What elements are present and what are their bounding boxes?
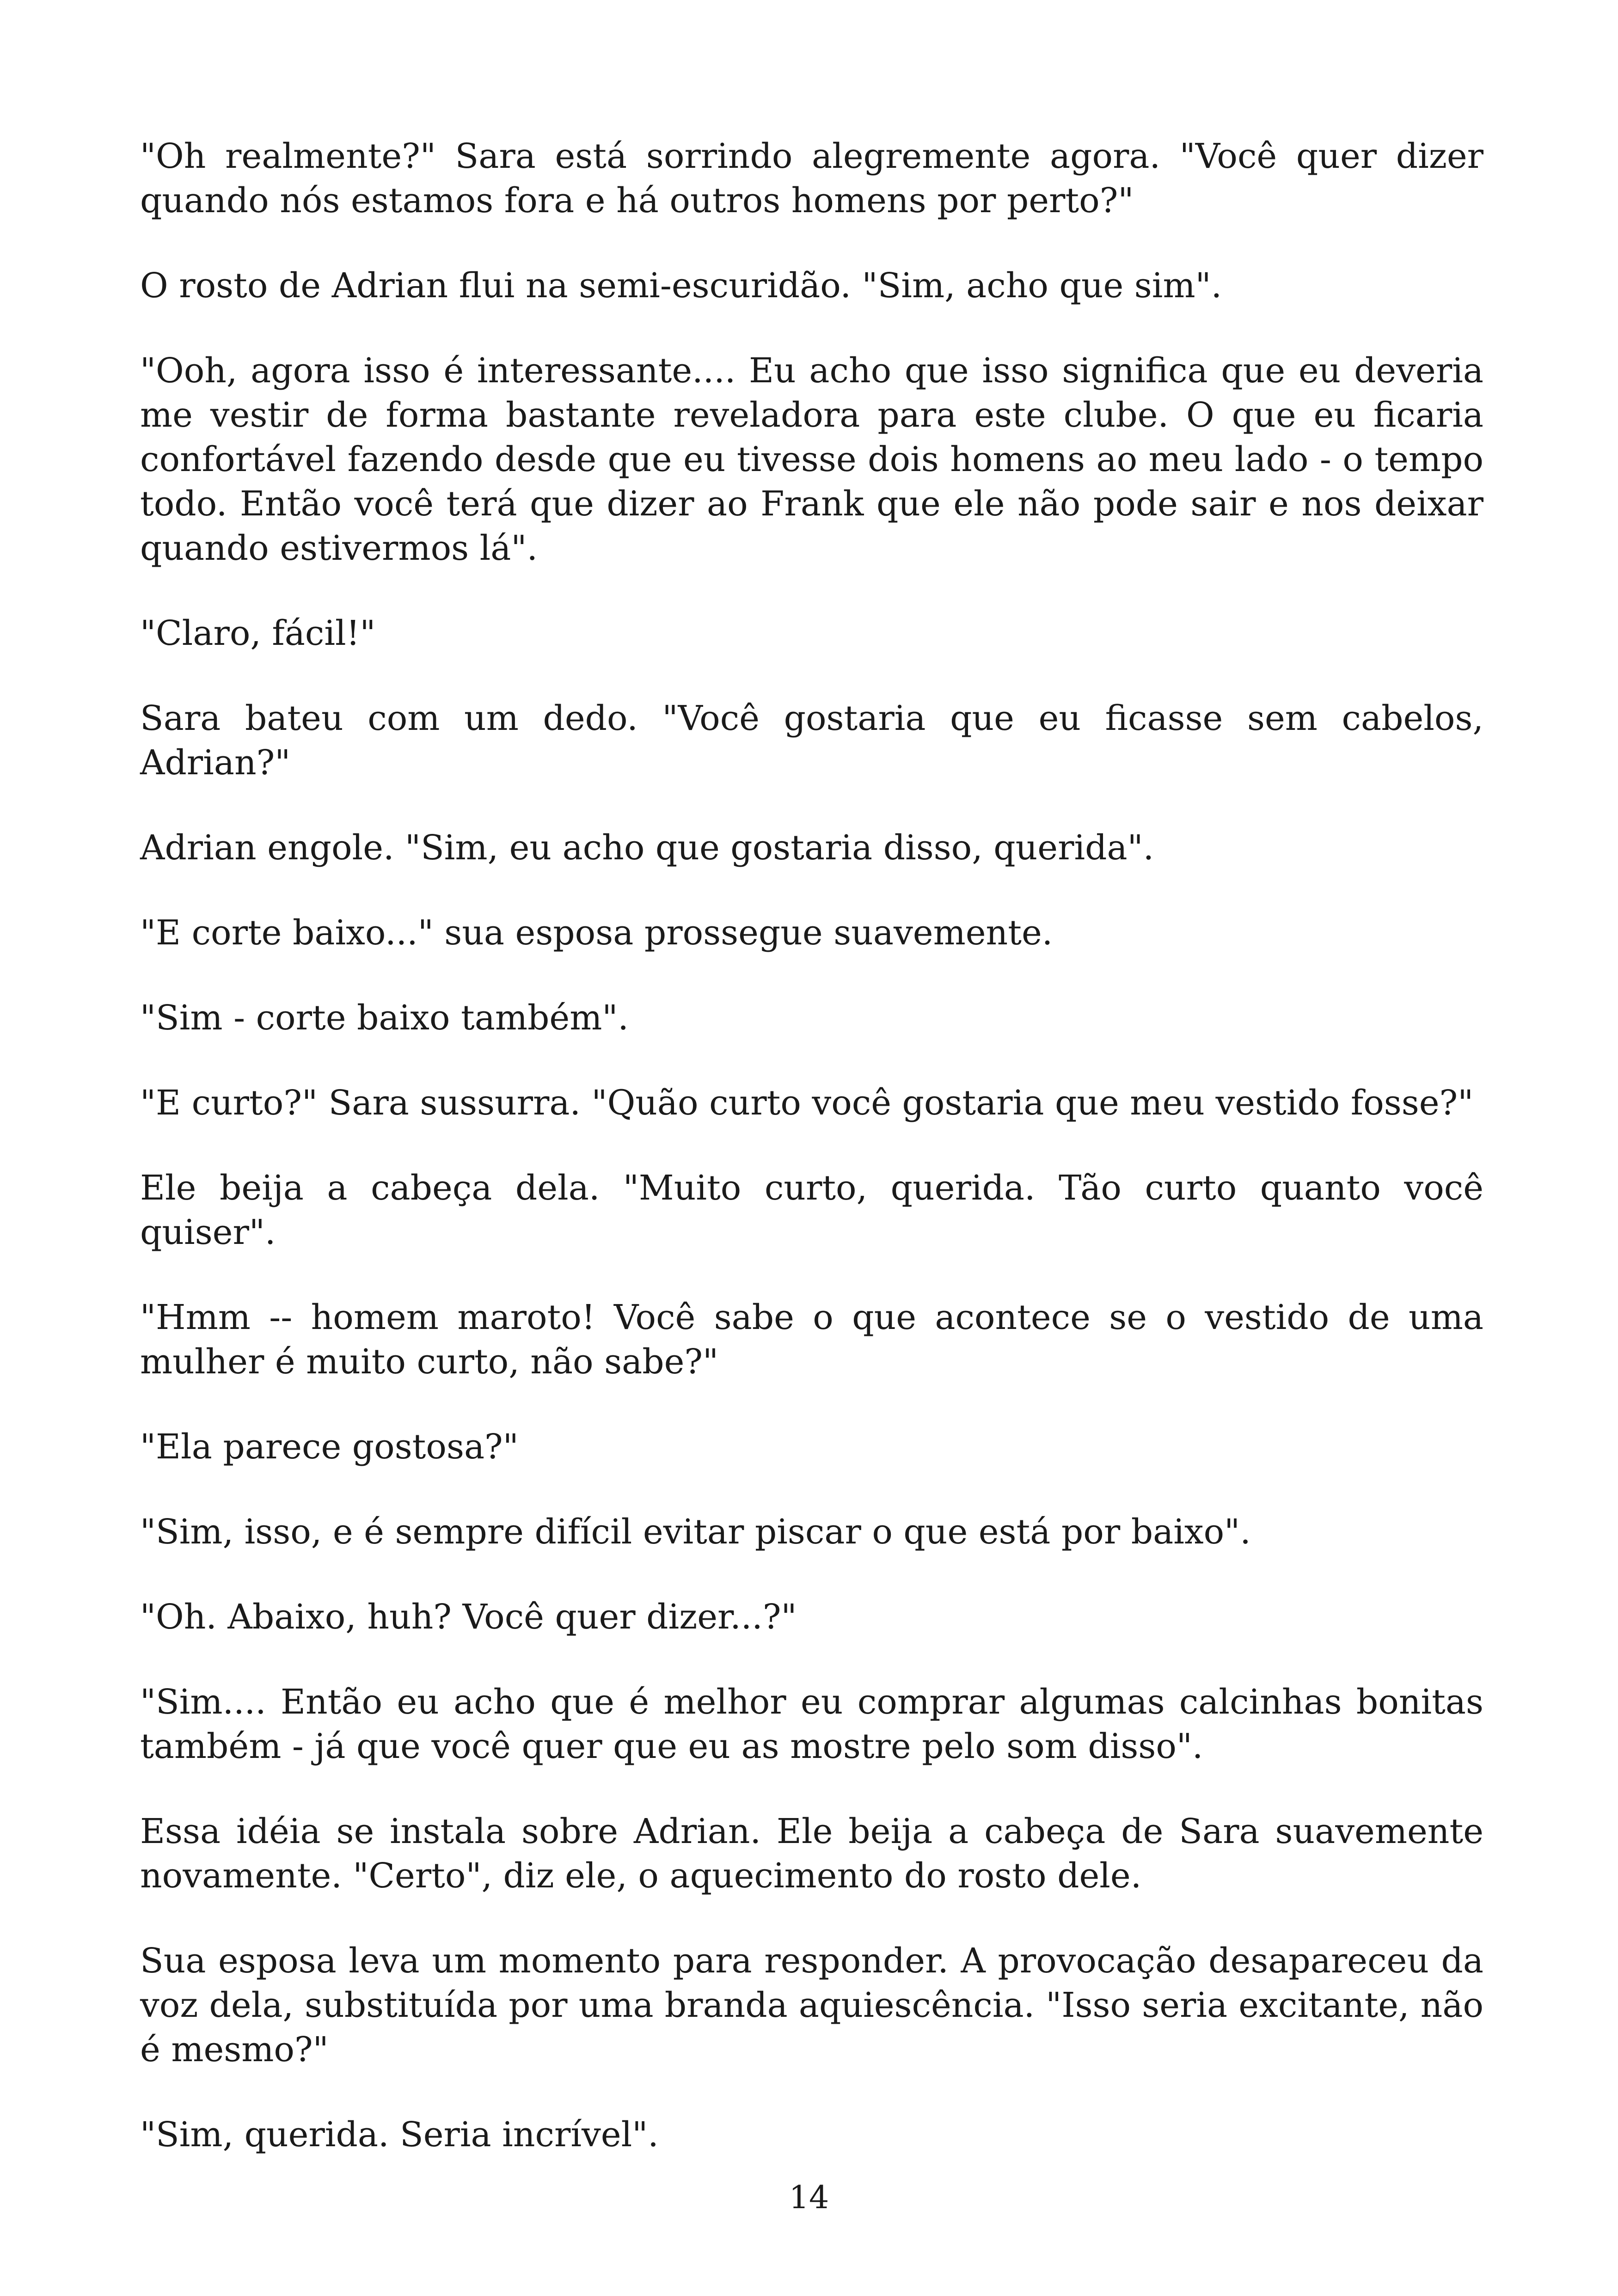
paragraph: Ele beija a cabeça dela. "Muito curto, querida. Tão curto quanto você quiser".	[140, 1168, 1483, 1252]
paragraph: "Sim, isso, e é sempre difícil evitar piscar o que está por baixo".	[140, 1512, 1251, 1552]
paragraph: Sara bateu com um dedo. "Você gostaria que eu ficasse sem cabelos, Adrian?"	[140, 698, 1483, 783]
paragraph: "Sim.... Então eu acho que é melhor eu comprar algumas calcinhas bonitas também - já que você quer que eu as mostre pelo som disso".	[140, 1682, 1483, 1766]
paragraph: "Sim, querida. Seria incrível".	[140, 2115, 659, 2155]
paragraph: "E corte baixo..." sua esposa prossegue suavemente.	[140, 913, 1053, 953]
body-text	[140, 134, 1483, 2198]
paragraph: "E curto?" Sara sussurra. "Quão curto você gostaria que meu vestido fosse?"	[140, 1083, 1474, 1123]
paragraph: "Ela parece gostosa?"	[140, 1427, 519, 1467]
paragraph: O rosto de Adrian flui na semi-escuridão. "Sim, acho que sim".	[140, 266, 1222, 306]
paragraph: "Ooh, agora isso é interessante.... Eu acho que isso significa que eu deveria me vestir de forma bastante reveladora para este clube. O que eu ficaria confortável fazendo desde que eu tivesse dois homens ao meu lado - o tempo todo. Então você terá que dizer ao Frank que ele não pode sair e nos deixar quando estivermos lá".	[140, 351, 1483, 568]
paragraph: "Oh realmente?" Sara está sorrindo alegremente agora. "Você quer dizer quando nós estamos fora e há outros homens por perto?"	[140, 136, 1483, 220]
paragraph: "Claro, fácil!"	[140, 613, 376, 653]
paragraph: "Hmm -- homem maroto! Você sabe o que acontece se o vestido de uma mulher é muito curto, não sabe?"	[140, 1298, 1483, 1382]
paragraph: Adrian engole. "Sim, eu acho que gostaria disso, querida".	[140, 828, 1154, 868]
paragraph: Sua esposa leva um momento para responder. A provocação desapareceu da voz dela, substituída por uma branda aquiescência. "Isso seria excitante, não é mesmo?"	[140, 1941, 1483, 2069]
page-number: 14	[789, 2180, 829, 2216]
paragraph: Essa idéia se instala sobre Adrian. Ele beija a cabeça de Sara suavemente novamente. "Certo", diz ele, o aquecimento do rosto dele.	[140, 1812, 1483, 1896]
paragraph: "Oh. Abaixo, huh? Você quer dizer...?"	[140, 1597, 797, 1637]
paragraph: "Sim - corte baixo também".	[140, 998, 629, 1038]
